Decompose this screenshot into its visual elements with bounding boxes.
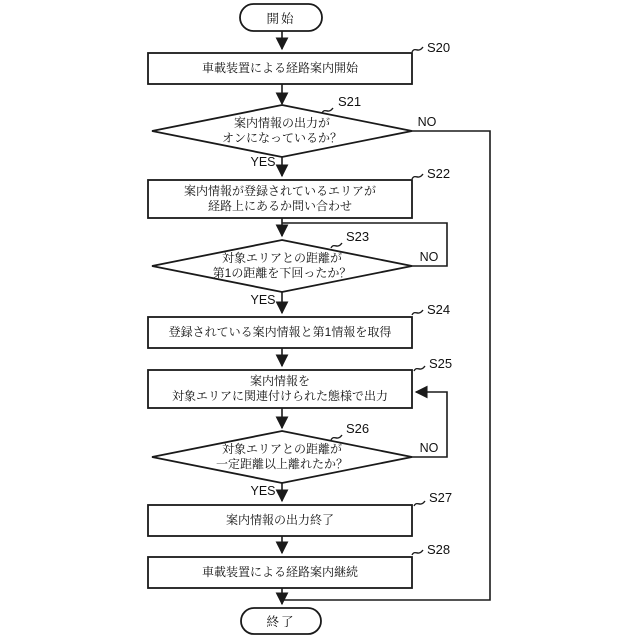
s28-label-connector (412, 550, 423, 555)
s28-step-id: S28 (427, 542, 451, 557)
s27-label-connector (414, 501, 425, 506)
s25-label-connector (414, 366, 425, 371)
s22-step-id: S22 (427, 166, 451, 181)
start-label: 開始 (266, 11, 296, 26)
s23-step-id: S23 (346, 229, 370, 244)
s21-step-id: S21 (338, 94, 362, 109)
s20-step-id: S20 (427, 40, 451, 55)
s22-box-text (148, 180, 412, 218)
s24-line-1: 登録されている案内情報と第1情報を取得 (168, 325, 392, 339)
s26-no-label: NO (419, 441, 439, 455)
s26-line-2: 一定距離以上離れたか？ (215, 457, 348, 471)
s25-box-text (148, 370, 412, 408)
s21-diamond-text (152, 108, 412, 154)
s22-line-1: 案内情報が登録されているエリアが (183, 184, 376, 198)
s21-yes-label: YES (250, 155, 276, 169)
s25-step-id: S25 (429, 356, 453, 371)
s27-line-1: 案内情報の出力終了 (225, 513, 334, 527)
s24-label-connector (412, 310, 423, 315)
s26-diamond-text (152, 434, 412, 480)
s21-line-1: 案内情報の出力が (233, 116, 330, 130)
s23-line-1: 対象エリアとの距離が (221, 251, 342, 265)
s26-yes-label: YES (250, 484, 276, 498)
s28-box-text (148, 557, 412, 588)
s27-step-id: S27 (429, 490, 453, 505)
s26-step-id: S26 (346, 421, 370, 436)
s25-line-1: 案内情報を (249, 374, 310, 388)
end-label: 終了 (266, 615, 296, 629)
s20-label-connector (412, 47, 423, 52)
s22-line-2: 経路上にあるか問い合わせ (207, 199, 352, 213)
s20-box-text (148, 53, 412, 84)
s26-line-1: 対象エリアとの距離が (221, 442, 342, 456)
s24-box-text (148, 317, 412, 348)
s23-yes-label: YES (250, 293, 276, 307)
s21-line-2: オンになっているか？ (221, 131, 342, 145)
s20-line-1: 車載装置による経路案内開始 (201, 61, 358, 75)
s27-box-text (148, 505, 412, 536)
s23-diamond-text (152, 243, 412, 289)
s22-label-connector (412, 174, 423, 179)
s23-line-2: 第1の距離を下回ったか？ (212, 266, 352, 280)
s24-step-id: S24 (427, 302, 451, 317)
s23-no-label: NO (419, 250, 439, 264)
s25-line-2: 対象エリアに関連付けられた態様で出力 (171, 389, 388, 403)
s28-line-1: 車載装置による経路案内継続 (201, 565, 358, 579)
s21-no-label: NO (417, 115, 437, 129)
